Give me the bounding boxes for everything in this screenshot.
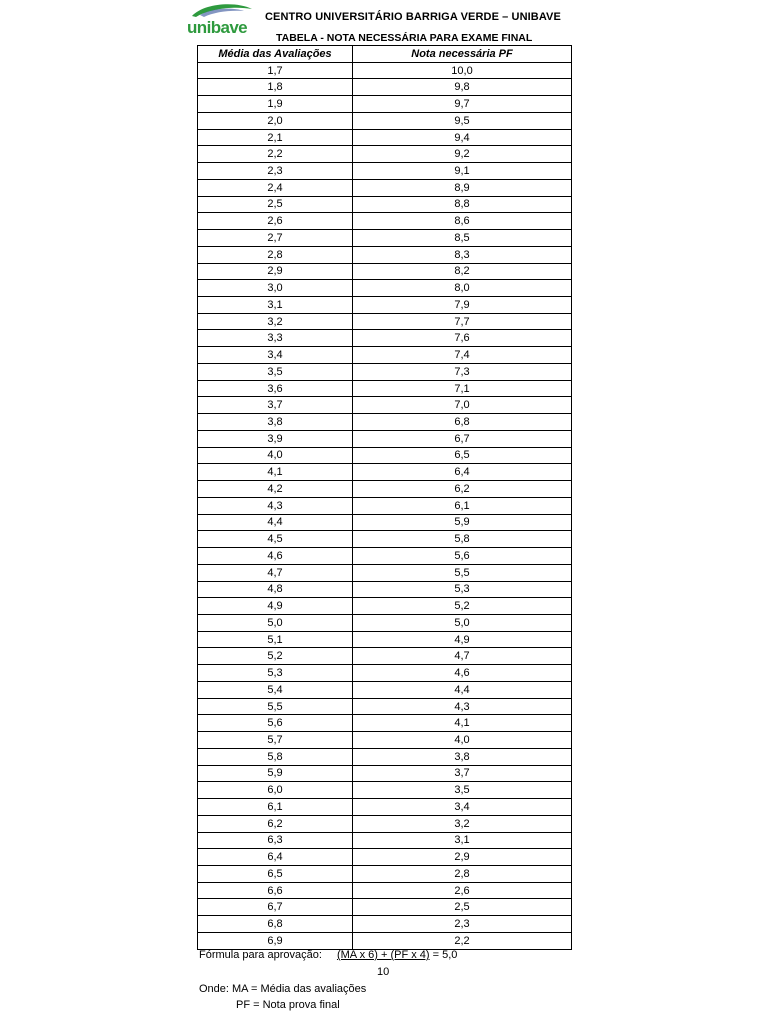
cell-nota-pf: 7,4 (353, 347, 572, 364)
cell-media: 5,7 (198, 732, 353, 749)
cell-media: 3,7 (198, 397, 353, 414)
cell-nota-pf: 6,2 (353, 481, 572, 498)
cell-nota-pf: 3,1 (353, 832, 572, 849)
table-row (198, 447, 572, 464)
formula-label: Fórmula para aprovação: (199, 949, 322, 961)
table-row (198, 62, 572, 79)
cell-nota-pf: 5,2 (353, 598, 572, 615)
table-row (198, 230, 572, 247)
cell-nota-pf: 2,6 (353, 882, 572, 899)
cell-media: 4,8 (198, 581, 353, 598)
cell-media: 4,3 (198, 497, 353, 514)
table-row (198, 313, 572, 330)
table-row (198, 112, 572, 129)
table-row (198, 715, 572, 732)
cell-media: 3,4 (198, 347, 353, 364)
table-row (198, 932, 572, 949)
table-row (198, 665, 572, 682)
cell-media: 6,3 (198, 832, 353, 849)
cell-nota-pf: 6,5 (353, 447, 572, 464)
cell-nota-pf: 5,5 (353, 564, 572, 581)
cell-media: 3,3 (198, 330, 353, 347)
table-row (198, 865, 572, 882)
cell-media: 4,9 (198, 598, 353, 615)
cell-nota-pf: 8,0 (353, 280, 572, 297)
table-row (198, 815, 572, 832)
formula-expression (337, 949, 457, 961)
table-row (198, 263, 572, 280)
cell-media: 4,6 (198, 548, 353, 565)
institution-name: CENTRO UNIVERSITÁRIO BARRIGA VERDE – UNIBAVE (265, 11, 561, 23)
cell-nota-pf: 8,8 (353, 196, 572, 213)
cell-media: 6,0 (198, 782, 353, 799)
table-row (198, 380, 572, 397)
cell-nota-pf: 8,6 (353, 213, 572, 230)
cell-nota-pf: 8,3 (353, 246, 572, 263)
table-row (198, 280, 572, 297)
table-row (198, 732, 572, 749)
cell-media: 2,8 (198, 246, 353, 263)
cell-media: 6,8 (198, 916, 353, 933)
table-row (198, 146, 572, 163)
table-row (198, 614, 572, 631)
definition-pf: PF = Nota prova final (236, 999, 340, 1011)
cell-nota-pf: 2,5 (353, 899, 572, 916)
table-row (198, 531, 572, 548)
formula-denominator: 10 (377, 966, 390, 978)
cell-media: 1,8 (198, 79, 353, 96)
cell-nota-pf: 6,1 (353, 497, 572, 514)
cell-media: 3,6 (198, 380, 353, 397)
table-row (198, 79, 572, 96)
cell-nota-pf: 5,8 (353, 531, 572, 548)
grade-table-body (198, 62, 572, 949)
cell-media: 4,5 (198, 531, 353, 548)
table-row (198, 698, 572, 715)
table-row (198, 882, 572, 899)
cell-nota-pf: 5,6 (353, 548, 572, 565)
table-row (198, 196, 572, 213)
table-row (198, 363, 572, 380)
cell-media: 4,2 (198, 481, 353, 498)
cell-nota-pf: 7,9 (353, 297, 572, 314)
cell-media: 4,4 (198, 514, 353, 531)
cell-media: 6,4 (198, 849, 353, 866)
table-row (198, 246, 572, 263)
cell-nota-pf: 6,4 (353, 464, 572, 481)
cell-media: 5,4 (198, 681, 353, 698)
cell-nota-pf: 2,2 (353, 932, 572, 949)
table-row (198, 782, 572, 799)
cell-nota-pf: 4,6 (353, 665, 572, 682)
table-row (198, 849, 572, 866)
cell-nota-pf: 7,7 (353, 313, 572, 330)
cell-nota-pf: 4,7 (353, 648, 572, 665)
table-row (198, 899, 572, 916)
cell-nota-pf: 9,8 (353, 79, 572, 96)
column-header-media: Média das Avaliações (198, 46, 353, 63)
definition-ma: Onde: MA = Média das avaliações (199, 983, 367, 995)
cell-media: 5,6 (198, 715, 353, 732)
cell-nota-pf: 10,0 (353, 62, 572, 79)
logo-wordmark: unibave (187, 18, 248, 37)
cell-media: 3,8 (198, 414, 353, 431)
formula-result: = 5,0 (429, 949, 458, 961)
cell-media: 6,2 (198, 815, 353, 832)
table-row (198, 297, 572, 314)
table-row (198, 598, 572, 615)
cell-media: 3,0 (198, 280, 353, 297)
formula-numerator: (MA x 6) + (PF x 4) (336, 949, 430, 961)
table-row (198, 163, 572, 180)
cell-media: 4,1 (198, 464, 353, 481)
cell-media: 3,9 (198, 430, 353, 447)
cell-media: 2,1 (198, 129, 353, 146)
cell-media: 2,4 (198, 179, 353, 196)
cell-media: 5,5 (198, 698, 353, 715)
cell-media: 5,0 (198, 614, 353, 631)
cell-media: 2,2 (198, 146, 353, 163)
cell-nota-pf: 9,1 (353, 163, 572, 180)
table-row (198, 765, 572, 782)
formula-line (199, 949, 457, 961)
table-row (198, 564, 572, 581)
cell-nota-pf: 8,5 (353, 230, 572, 247)
cell-media: 2,5 (198, 196, 353, 213)
cell-media: 6,5 (198, 865, 353, 882)
table-row (198, 799, 572, 816)
table-row (198, 397, 572, 414)
unibave-logo-graphic (186, 2, 256, 38)
cell-nota-pf: 5,9 (353, 514, 572, 531)
cell-media: 2,6 (198, 213, 353, 230)
cell-nota-pf: 5,0 (353, 614, 572, 631)
cell-media: 3,5 (198, 363, 353, 380)
table-row (198, 414, 572, 431)
table-row (198, 330, 572, 347)
cell-nota-pf: 3,4 (353, 799, 572, 816)
cell-nota-pf: 7,1 (353, 380, 572, 397)
cell-nota-pf: 4,0 (353, 732, 572, 749)
cell-nota-pf: 4,1 (353, 715, 572, 732)
cell-nota-pf: 4,9 (353, 631, 572, 648)
cell-media: 2,9 (198, 263, 353, 280)
table-row (198, 514, 572, 531)
cell-media: 5,2 (198, 648, 353, 665)
cell-nota-pf: 4,3 (353, 698, 572, 715)
cell-media: 5,9 (198, 765, 353, 782)
table-row (198, 213, 572, 230)
cell-media: 5,3 (198, 665, 353, 682)
table-title: TABELA - NOTA NECESSÁRIA PARA EXAME FINAL (276, 32, 533, 44)
table-row (198, 631, 572, 648)
cell-nota-pf: 3,2 (353, 815, 572, 832)
table-row (198, 548, 572, 565)
table-row (198, 481, 572, 498)
cell-nota-pf: 3,7 (353, 765, 572, 782)
cell-media: 2,3 (198, 163, 353, 180)
cell-media: 3,2 (198, 313, 353, 330)
table-header-row (198, 46, 572, 63)
cell-media: 4,0 (198, 447, 353, 464)
cell-nota-pf: 7,6 (353, 330, 572, 347)
cell-media: 5,8 (198, 748, 353, 765)
cell-nota-pf: 9,4 (353, 129, 572, 146)
cell-nota-pf: 8,9 (353, 179, 572, 196)
table-row (198, 347, 572, 364)
cell-media: 2,0 (198, 112, 353, 129)
table-row (198, 916, 572, 933)
cell-nota-pf: 2,8 (353, 865, 572, 882)
cell-media: 2,7 (198, 230, 353, 247)
cell-media: 5,1 (198, 631, 353, 648)
cell-media: 4,7 (198, 564, 353, 581)
cell-nota-pf: 5,3 (353, 581, 572, 598)
cell-media: 6,6 (198, 882, 353, 899)
cell-nota-pf: 9,7 (353, 96, 572, 113)
cell-media: 1,9 (198, 96, 353, 113)
cell-nota-pf: 6,7 (353, 430, 572, 447)
table-row (198, 497, 572, 514)
cell-media: 6,7 (198, 899, 353, 916)
table-row (198, 96, 572, 113)
cell-nota-pf: 6,8 (353, 414, 572, 431)
table-row (198, 648, 572, 665)
unibave-logo (186, 2, 256, 38)
cell-nota-pf: 2,3 (353, 916, 572, 933)
cell-nota-pf: 8,2 (353, 263, 572, 280)
table-row (198, 430, 572, 447)
cell-nota-pf: 7,3 (353, 363, 572, 380)
cell-nota-pf: 2,9 (353, 849, 572, 866)
table-row (198, 464, 572, 481)
cell-media: 3,1 (198, 297, 353, 314)
cell-nota-pf: 9,2 (353, 146, 572, 163)
table-row (198, 129, 572, 146)
table-row (198, 179, 572, 196)
table-row (198, 581, 572, 598)
table-row (198, 832, 572, 849)
cell-nota-pf: 4,4 (353, 681, 572, 698)
cell-media: 6,1 (198, 799, 353, 816)
cell-media: 1,7 (198, 62, 353, 79)
table-row (198, 681, 572, 698)
table-row (198, 748, 572, 765)
cell-media: 6,9 (198, 932, 353, 949)
grade-table (197, 45, 572, 950)
cell-nota-pf: 9,5 (353, 112, 572, 129)
column-header-nota: Nota necessária PF (353, 46, 572, 63)
cell-nota-pf: 7,0 (353, 397, 572, 414)
cell-nota-pf: 3,5 (353, 782, 572, 799)
cell-nota-pf: 3,8 (353, 748, 572, 765)
